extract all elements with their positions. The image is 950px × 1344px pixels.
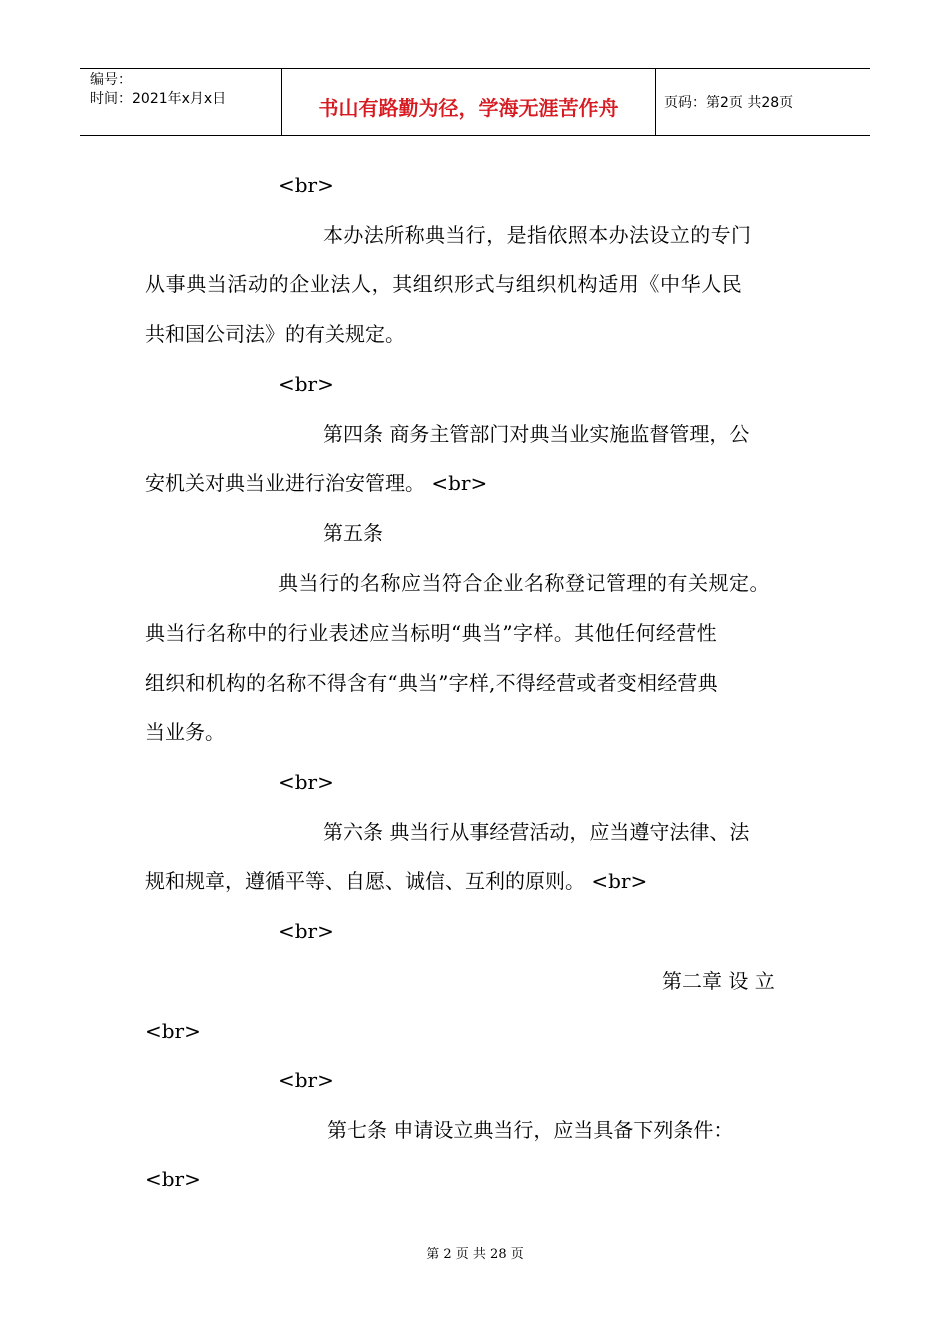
page-footer: 第 2 页 共 28 页	[426, 1247, 524, 1262]
body-line: 第六条 典当行从事经营活动，应当遵守法律、法	[323, 820, 750, 844]
document-number-label: 编号：	[90, 72, 132, 88]
header-page-info: 页码：第2页 共28页	[664, 95, 794, 111]
body-line: 第七条 申请设立典当行，应当具备下列条件：	[327, 1118, 734, 1142]
body-line: 典当行的名称应当符合企业名称登记管理的有关规定。	[278, 571, 770, 595]
body-line: 典当行名称中的行业表述应当标明“典当”字样。其他任何经营性	[145, 621, 718, 645]
body-line: 规和规章，遵循平等、自愿、诚信、互利的原则。 <br>	[145, 869, 648, 893]
body-line: <br>	[278, 173, 334, 197]
header-top-rule	[80, 68, 870, 69]
body-line: <br>	[145, 1167, 201, 1191]
body-line: <br>	[278, 1068, 334, 1092]
header-bottom-rule	[80, 135, 870, 136]
body-line: <br>	[278, 770, 334, 794]
body-line: 组织和机构的名称不得含有“典当”字样,不得经营或者变相经营典	[145, 671, 718, 695]
body-line: 本办法所称典当行，是指依照本办法设立的专门	[323, 223, 752, 247]
chapter-heading: 第二章 设 立	[662, 969, 775, 993]
body-line: <br>	[278, 919, 334, 943]
body-line: <br>	[278, 372, 334, 396]
body-line: 当业务。	[145, 720, 225, 744]
header-motto: 书山有路勤为径，学海无涯苦作舟	[318, 96, 619, 120]
body-line: 第四条 商务主管部门对典当业实施监督管理，公	[323, 422, 750, 446]
body-line: 安机关对典当业进行治安管理。 <br>	[145, 471, 488, 495]
body-line: 第五条	[323, 521, 383, 545]
body-line: 从事典当活动的企业法人，其组织形式与组织机构适用《中华人民	[145, 272, 743, 296]
body-line: 共和国公司法》的有关规定。	[145, 322, 405, 346]
document-time-label: 时间：2021年x月x日	[90, 91, 227, 107]
header-divider-right	[655, 68, 656, 135]
body-line: <br>	[145, 1019, 201, 1043]
